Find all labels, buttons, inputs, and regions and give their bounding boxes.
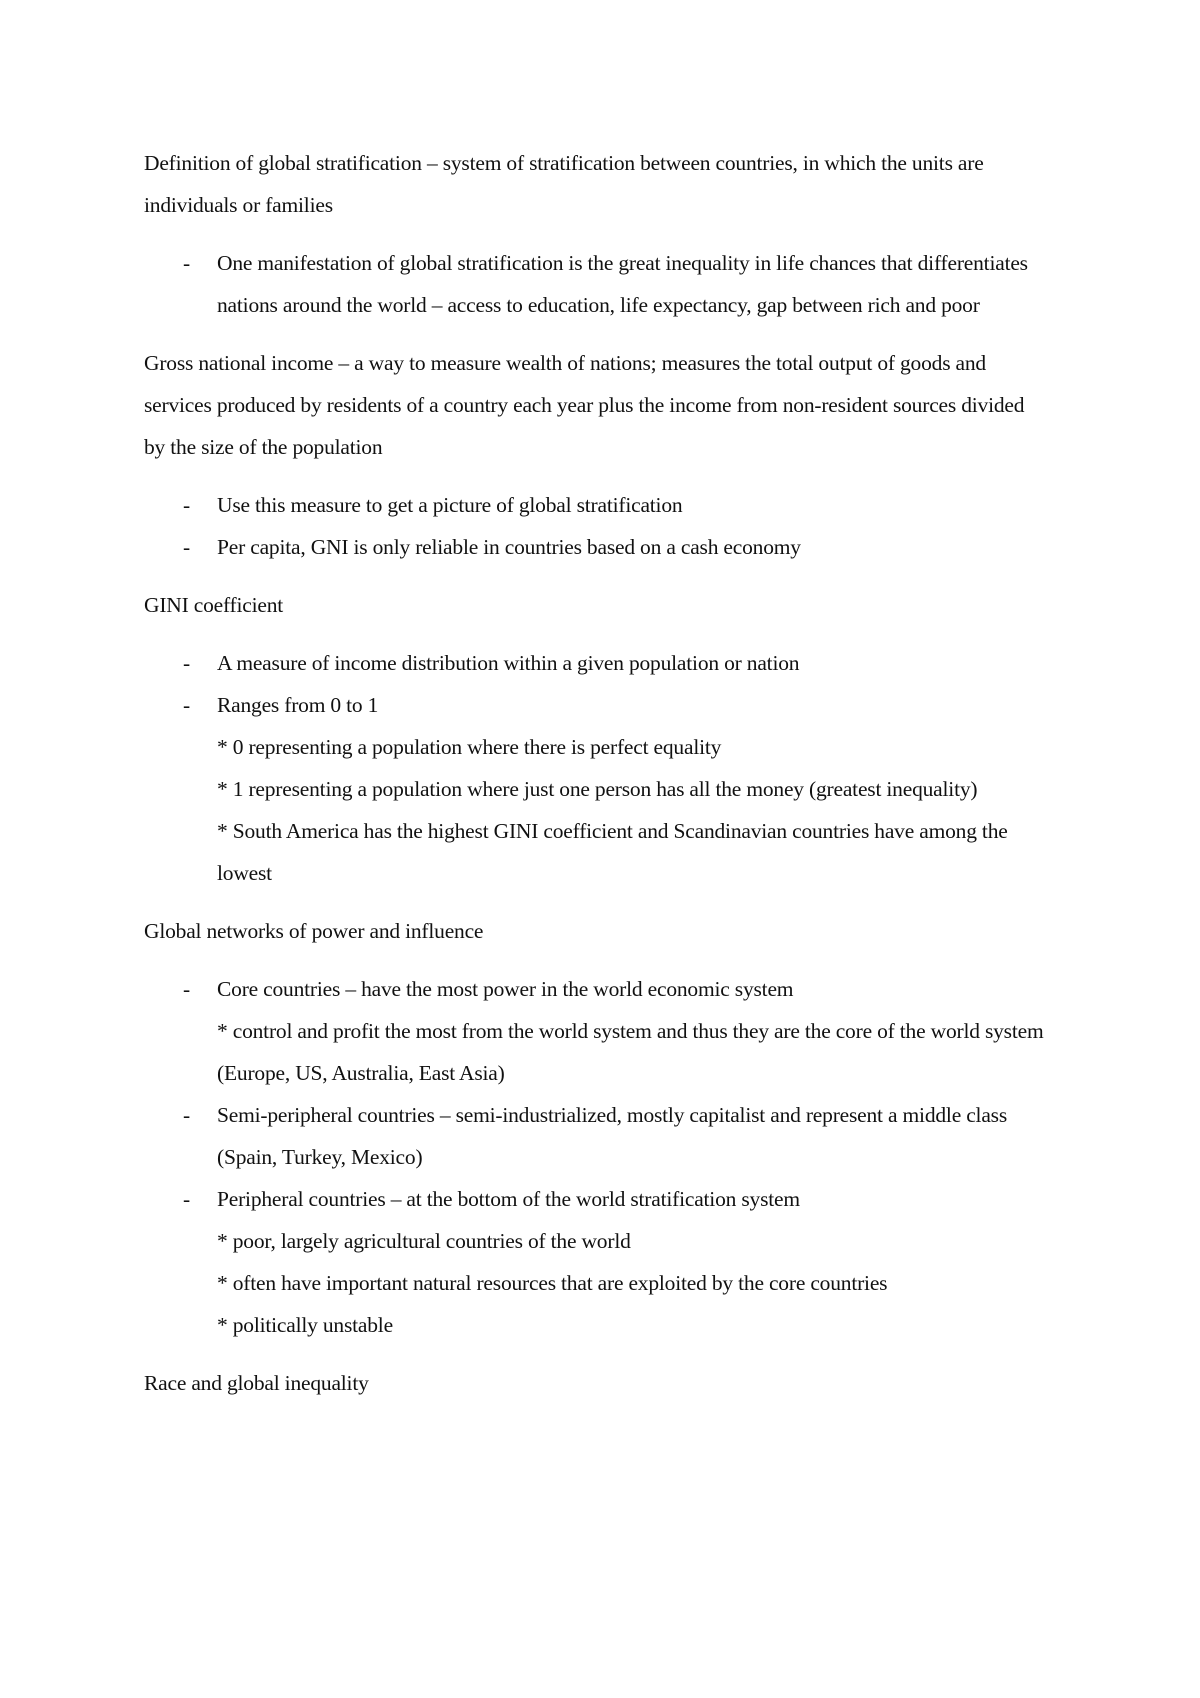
sub-note: * 1 representing a population where just one person has all the money (greatest inequality) (217, 777, 978, 801)
bullet-dash: - (183, 1187, 190, 1211)
list-item-text: Core countries – have the most power in the world economic system (217, 977, 794, 1001)
sub-note: * control and profit the most from the world system and thus they are the core of the world system (Europe, US, Australia, East Asia) (217, 1019, 1044, 1085)
list-item (144, 484, 1044, 526)
bullet-list (144, 242, 1044, 326)
bullet-dash: - (183, 251, 190, 275)
bullet-dash: - (183, 977, 190, 1001)
heading-race-global-inequality: Race and global inequality (144, 1371, 369, 1395)
paragraph-global-stratification-definition: Definition of global stratification – system of stratification between countries, in which the units are individuals or families (144, 151, 984, 217)
heading-global-networks: Global networks of power and influence (144, 919, 484, 943)
bullet-dash: - (183, 493, 190, 517)
sub-note: * 0 representing a population where there is perfect equality (217, 735, 722, 759)
list-item-text: One manifestation of global stratification is the great inequality in life chances that differentiates nations around the world – access to education, life expectancy, gap between rich and poor (217, 251, 1028, 317)
list-item-text: Per capita, GNI is only reliable in countries based on a cash economy (217, 535, 801, 559)
list-item-text: Ranges from 0 to 1 (217, 693, 379, 717)
list-item-text: Semi-peripheral countries – semi-industrialized, mostly capitalist and represent a middle class (Spain, Turkey, Mexico) (217, 1103, 1008, 1169)
bullet-dash: - (183, 651, 190, 675)
bullet-list (144, 968, 1044, 1346)
list-item (144, 642, 1044, 684)
bullet-list (144, 642, 1044, 894)
sub-note: * often have important natural resources that are exploited by the core countries (217, 1271, 888, 1295)
list-item (144, 968, 1044, 1094)
list-item (144, 1094, 1044, 1178)
list-item-text: Peripheral countries – at the bottom of the world stratification system (217, 1187, 800, 1211)
list-item (144, 684, 1044, 894)
sub-note: * politically unstable (217, 1313, 393, 1337)
list-item-text: A measure of income distribution within a given population or nation (217, 651, 800, 675)
bullet-dash: - (183, 693, 190, 717)
list-item (144, 1178, 1044, 1346)
list-item (144, 242, 1044, 326)
bullet-list (144, 484, 1044, 568)
bullet-dash: - (183, 1103, 190, 1127)
list-item (144, 526, 1044, 568)
bullet-dash: - (183, 535, 190, 559)
heading-gini-coefficient: GINI coefficient (144, 593, 284, 617)
list-item-text: Use this measure to get a picture of global stratification (217, 493, 683, 517)
paragraph-gross-national-income: Gross national income – a way to measure wealth of nations; measures the total output of goods and services produced by residents of a country each year plus the income from non-resident sources divided by the size of the population (144, 351, 1025, 459)
sub-note: * poor, largely agricultural countries of the world (217, 1229, 631, 1253)
document-body (144, 142, 1044, 1420)
sub-note: * South America has the highest GINI coefficient and Scandinavian countries have among the lowest (217, 819, 1008, 885)
